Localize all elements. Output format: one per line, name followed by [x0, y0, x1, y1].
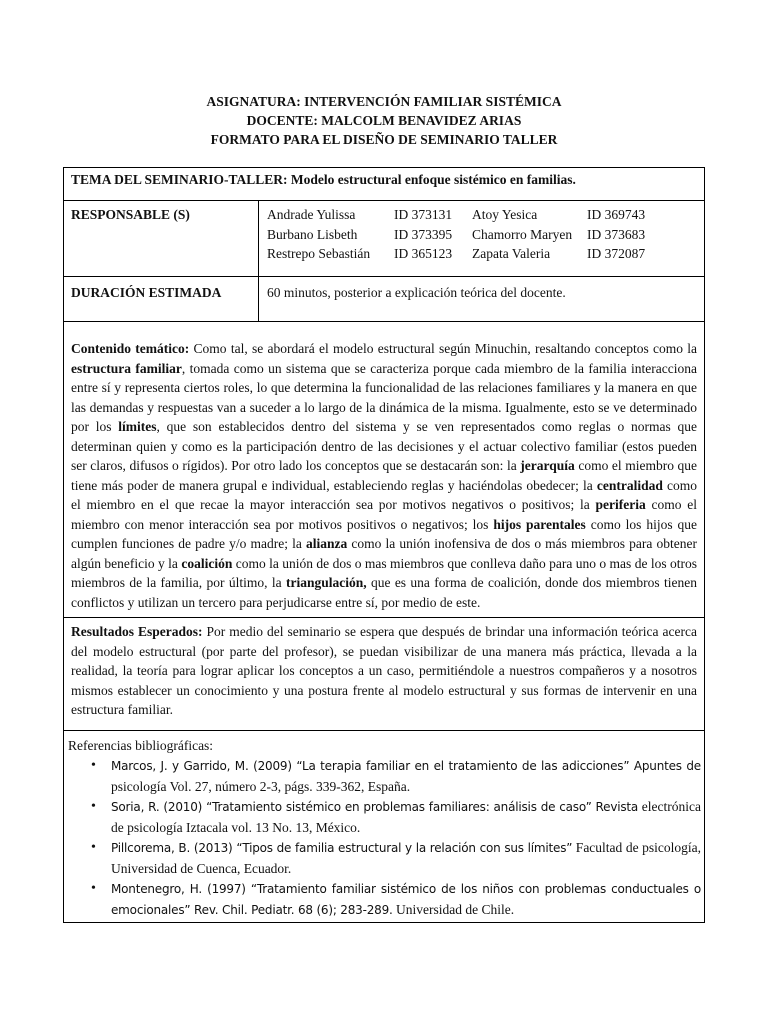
duracion-label: DURACIÓN ESTIMADA [71, 285, 222, 300]
contenido-text: Como tal, se abordará el modelo estructural según Minuchin, resaltando conceptos como la [189, 341, 697, 356]
reference-text-cont: Universidad de Chile. [392, 901, 515, 917]
document-header [0, 92, 768, 149]
keyword: hijos parentales [493, 516, 586, 532]
contenido-text: , que son establecidos dentro del sistema y se ven representados como reglas o normas que determinan quien y como es la participación dentro de las decisiones y el actuar colectivo familiar (estos pueden ser claros, difusos o rígidos). Por otro lado los conceptos que se destacarán son: la [71, 419, 697, 473]
contenido-tematico [71, 339, 697, 612]
reference-item [91, 838, 701, 878]
keyword: estructura familiar [71, 360, 182, 376]
responsable-id: ID 373683 [587, 227, 646, 242]
contenido-text: como los hijos que cumplen funciones de padre y/o madre; la [71, 516, 697, 551]
contenido-text: como el miembro que tiene más poder de manera grupal e individual, estableciendo reglas y haciéndolas obedecer; la [71, 458, 698, 493]
responsable-id: ID 369743 [587, 207, 646, 222]
header-format: FORMATO PARA EL DISEÑO DE SEMINARIO TALLER [210, 132, 558, 147]
responsable-name: Atoy Yesica [472, 207, 538, 222]
seminar-topic-text: TEMA DEL SEMINARIO-TALLER: Modelo estructural enfoque sistémico en familias. [71, 172, 576, 187]
keyword: centralidad [596, 477, 663, 493]
reference-item [91, 797, 701, 837]
row-divider [64, 730, 704, 731]
resultados-text: Por medio del seminario se espera que después de brindar una información teórica acerca del modelo estructural (por parte del profesor), se puedan visibilizar de una manera más práctica, llevada a la realidad, la teoría para lograr aplicar los conceptos a un caso, permitiéndole a nuestros compañeros y a nosotros mismos establecer un conocimiento y una postura frente al modelo estructural y sus formas de intervenir en una estructura familiar. [71, 624, 697, 717]
reference-text: Soria, R. (2010) “Tratamiento sistémico en problemas familiares: análisis de caso” Revista [111, 800, 639, 814]
resultados-label: Resultados Esperados: [71, 624, 203, 639]
reference-text-cont: psicología Vol. 27, número 2-3, págs. 339-362, España. [111, 778, 411, 794]
referencias-title: Referencias bibliográficas: [68, 738, 214, 753]
row-divider [64, 617, 704, 618]
responsable-name: Restrepo Sebastián [267, 246, 371, 261]
reference-item [91, 879, 701, 920]
contenido-text: que es una forma de coalición, donde dos miembros tienen conflictos y utilizan un tercero para perjudicarse entre sí, por medio de este. [71, 575, 697, 610]
reference-text-cont: Facultad de psicología, Universidad de Cuenca, Ecuador. [111, 840, 701, 876]
contenido-text: como el miembro en el que recae la mayor interacción sea por motivos negativos o positivos; la [71, 477, 697, 512]
keyword: límites [118, 419, 157, 434]
contenido-text: como la unión inofensiva de dos o más miembros para obtener algún beneficio y la [71, 536, 697, 571]
reference-text: Marcos, J. y Garrido, M. (2009) “La terapia familiar en el tratamiento de las adicciones” Apuntes de [111, 759, 701, 773]
header-teacher: DOCENTE: MALCOLM BENAVIDEZ ARIAS [246, 113, 522, 128]
responsable-id: ID 373131 [394, 207, 453, 222]
responsables-label: RESPONSABLE (S) [71, 207, 190, 222]
row-divider [64, 321, 704, 322]
row-divider [64, 200, 704, 201]
contenido-text: como la unión de dos o mas miembros que conlleva daño para uno o mas de los otros miembros de la familia, por último, la [71, 555, 697, 590]
responsable-name: Burbano Lisbeth [267, 227, 358, 242]
contenido-label: Contenido temático: [71, 341, 190, 356]
reference-text: Montenegro, H. (1997) “Tratamiento familiar sistémico de los niños con problemas conductuales o emocionales” Rev. Chil. Pediatr. 68 (6); 283-289. [111, 882, 701, 917]
responsable-id: ID 373395 [394, 227, 453, 242]
reference-text-cont: electrónica de psicología Iztacala vol. 13 No. 13, México. [111, 799, 701, 835]
column-divider [258, 200, 259, 321]
row-divider [64, 276, 704, 277]
contenido-text: como el miembro con menor interacción sea por motivos positivos o negativos; los [71, 497, 697, 532]
responsable-name: Zapata Valeria [472, 246, 551, 261]
resultados-esperados [71, 622, 697, 720]
reference-item [91, 756, 701, 796]
reference-text: Pillcorema, B. (2013) “Tipos de familia estructural y la relación con sus límites” [111, 841, 573, 855]
contenido-text: , tomada como un sistema que se caracteriza porque cada miembro de la familia interacciona entre sí y representa ciertos roles, lo que determina la funcionalidad de las relaciones familiares y la manera en que las demandas y respuestas van a suceder a lo largo de la dinámica de la misma. Igualmente, esto se ve determinado por los [71, 360, 697, 434]
keyword: periferia [595, 497, 646, 512]
keyword: coalición [181, 555, 233, 571]
keyword: triangulación, [285, 575, 367, 590]
responsable-name: Andrade Yulissa [267, 207, 356, 222]
referencias-list [91, 756, 701, 921]
duracion-value: 60 minutos, posterior a explicación teórica del docente. [267, 285, 566, 300]
header-subject: ASIGNATURA: INTERVENCIÓN FAMILIAR SISTÉMICA [206, 94, 562, 109]
keyword: alianza [306, 536, 348, 551]
keyword: jerarquía [520, 458, 575, 473]
responsable-id: ID 372087 [587, 246, 646, 261]
seminar-form-table [63, 167, 705, 923]
seminar-topic [71, 170, 576, 190]
responsable-id: ID 365123 [394, 246, 453, 261]
responsable-name: Chamorro Maryen [472, 227, 573, 242]
